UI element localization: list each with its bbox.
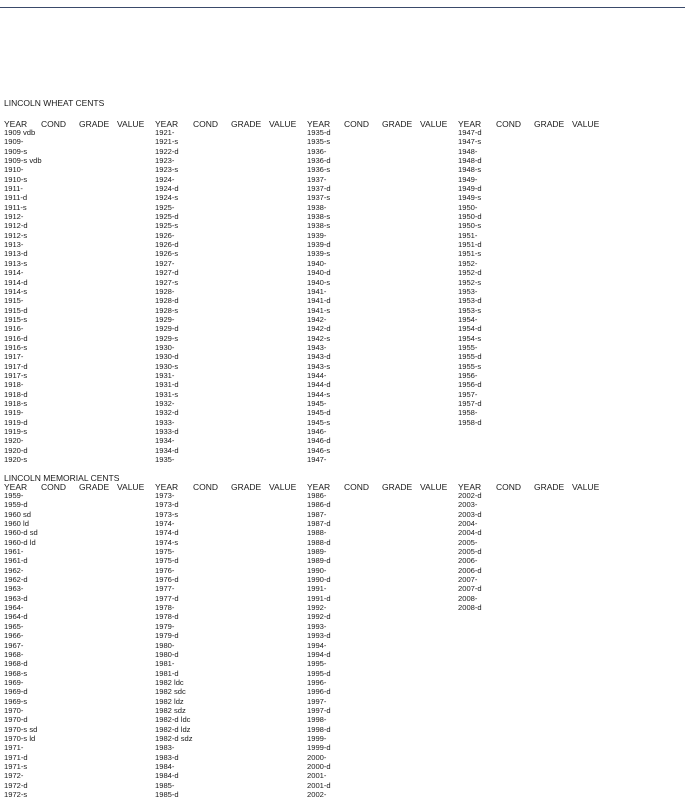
year-entry: 1931-d (155, 380, 179, 390)
year-entry: 1932-d (155, 408, 179, 418)
year-entry: 1947- (307, 455, 327, 465)
year-entry: 1982-d ldc (155, 715, 191, 725)
year-entry: 1958- (458, 408, 478, 418)
year-entry: 1951-d (458, 240, 482, 250)
year-entry: 1928- (155, 286, 175, 296)
year-entry: 1914-s (4, 286, 28, 296)
year-entry: 1951- (458, 230, 478, 240)
year-entry: 1921- (155, 128, 175, 137)
year-entry: 1935-s (307, 137, 331, 147)
year-entry: 1937-s (307, 193, 331, 203)
wheat-col2-grade-header: GRADE (231, 119, 262, 129)
year-entry: 1991- (307, 584, 327, 594)
year-entry: 1959- (4, 491, 24, 500)
year-entry: 1910- (4, 165, 24, 175)
year-entry: 1953- (458, 286, 478, 296)
year-entry: 1929-s (155, 333, 179, 343)
year-entry: 1998-d (307, 724, 331, 734)
year-entry: 1968- (4, 649, 24, 659)
year-entry: 1942-d (307, 324, 331, 334)
year-entry: 1915-s (4, 314, 28, 324)
year-entry: 2006-d (458, 565, 482, 575)
memorial-section-title: LINCOLN MEMORIAL CENTS (4, 473, 120, 483)
top-rule (0, 7, 685, 8)
year-entry: 1956- (458, 370, 478, 380)
year-entry: 1980-d (155, 649, 179, 659)
memorial-col2-cond-header: COND (193, 482, 219, 492)
year-entry: 1994-d (307, 649, 331, 659)
year-entry: 1940-s (307, 277, 331, 287)
year-entry: 1941-d (307, 296, 331, 306)
year-entry: 2000- (307, 752, 327, 762)
year-entry: 1971-d (4, 752, 28, 762)
year-entry: 1993- (307, 621, 327, 631)
year-entry: 2007-d (458, 584, 482, 594)
year-entry: 2001-d (307, 780, 331, 790)
year-entry: 2003-d (458, 509, 482, 519)
year-entry: 1942-s (307, 333, 331, 343)
year-entry: 1918-d (4, 389, 28, 399)
year-entry: 1917- (4, 352, 24, 362)
year-entry: 1929- (155, 314, 175, 324)
year-entry: 1937-d (307, 184, 331, 194)
year-entry: 1920-d (4, 445, 28, 455)
year-entry: 1927-s (155, 277, 179, 287)
year-entry: 1916-s (4, 342, 28, 352)
year-entry: 1969-d (4, 687, 28, 697)
year-entry: 1913-s (4, 258, 28, 268)
year-entry: 1936-d (307, 156, 331, 166)
wheat-col4-year-header: YEAR (458, 119, 482, 129)
year-entry: 1972-d (4, 780, 28, 790)
year-entry: 1959-d (4, 500, 28, 510)
year-entry: 1910-s (4, 174, 28, 184)
year-entry: 1949-s (458, 193, 482, 203)
year-entry: 1937- (307, 174, 327, 184)
year-entry: 1978- (155, 603, 175, 613)
year-entry: 1932- (155, 398, 175, 408)
year-entry: 1923- (155, 156, 175, 166)
year-entry: 1939-s (307, 249, 331, 259)
memorial-col1-cond-header: COND (41, 482, 67, 492)
year-entry: 2001- (307, 771, 327, 781)
year-entry: 1985- (155, 780, 175, 790)
year-entry: 1964-d (4, 612, 28, 622)
year-entry: 1977- (155, 584, 175, 594)
year-entry: 1938-s (307, 212, 331, 222)
year-entry: 1970-s ld (4, 733, 36, 743)
memorial-col1-grade-header: GRADE (79, 482, 110, 492)
year-entry: 1914- (4, 268, 24, 278)
year-entry: 1926-s (155, 249, 179, 259)
year-entry: 1935- (155, 455, 175, 465)
memorial-col3-value-header: VALUE (420, 482, 448, 492)
year-entry: 1913-d (4, 249, 28, 259)
year-entry: 1930-s (155, 361, 179, 371)
year-entry: 1970-s sd (4, 724, 38, 734)
year-entry: 1909-s (4, 146, 28, 156)
year-entry: 1920- (4, 436, 24, 446)
memorial-col1-year-header: YEAR (4, 482, 28, 492)
year-entry: 1950-d (458, 212, 482, 222)
year-entry: 1930-d (155, 352, 179, 362)
year-entry: 1929-d (155, 324, 179, 334)
year-entry: 1925-d (155, 212, 179, 222)
year-entry: 1924-d (155, 184, 179, 194)
year-entry: 1948- (458, 146, 478, 156)
year-entry: 1940- (307, 258, 327, 268)
year-entry: 1957-d (458, 398, 482, 408)
year-entry: 1926-d (155, 240, 179, 250)
year-entry: 1912- (4, 212, 24, 222)
year-entry: 1971-s (4, 761, 28, 771)
year-entry: 1946-s (307, 445, 331, 455)
year-entry: 1960-d sd (4, 528, 38, 538)
year-entry: 1933- (155, 417, 175, 427)
year-entry: 1909 vdb (4, 128, 36, 137)
memorial-col4-value-header: VALUE (572, 482, 600, 492)
year-entry: 1911- (4, 184, 23, 194)
year-entry: 1944-d (307, 380, 331, 390)
year-entry: 1982 sdc (155, 687, 186, 697)
wheat-year-column-1 (4, 128, 42, 464)
year-entry: 1918-s (4, 398, 28, 408)
year-entry: 1993-d (307, 631, 331, 641)
year-entry: 1909-s vdb (4, 156, 42, 166)
year-entry: 1975-d (155, 556, 179, 566)
year-entry: 2004-d (458, 528, 482, 538)
year-entry: 1990-d (307, 575, 331, 585)
year-entry: 1965- (4, 621, 24, 631)
memorial-year-column-4 (458, 491, 482, 612)
year-entry: 1941- (307, 286, 327, 296)
year-entry: 1926- (155, 230, 175, 240)
year-entry: 1933-d (155, 427, 179, 436)
year-entry: 1935-d (307, 128, 331, 137)
year-entry: 1948-d (458, 156, 482, 166)
year-entry: 1976- (155, 565, 175, 575)
year-entry: 1991-d (307, 593, 331, 603)
year-entry: 2003- (458, 500, 478, 510)
year-entry: 1942- (307, 314, 327, 324)
wheat-col3-year-header: YEAR (307, 119, 331, 129)
year-entry: 1915- (4, 296, 24, 306)
year-entry: 1945-s (307, 417, 331, 427)
wheat-col4-grade-header: GRADE (534, 119, 565, 129)
year-entry: 1999- (307, 733, 327, 743)
year-entry: 1971- (4, 743, 24, 753)
year-entry: 1916- (4, 324, 24, 334)
year-entry: 1963-d (4, 593, 28, 603)
year-entry: 1977-d (155, 593, 179, 603)
year-entry: 1999-d (307, 743, 331, 753)
year-entry: 1939- (307, 230, 327, 240)
year-entry: 1980- (155, 640, 175, 650)
year-entry: 1982 ldz (155, 696, 184, 706)
year-entry: 1938-s (307, 221, 331, 231)
wheat-col3-grade-header: GRADE (382, 119, 413, 129)
year-entry: 1943-s (307, 361, 331, 371)
year-entry: 1952-s (458, 277, 482, 287)
wheat-col3-cond-header: COND (344, 119, 370, 129)
year-entry: 1953-d (458, 296, 482, 306)
year-entry: 1969- (4, 677, 24, 687)
year-entry: 2002-d (458, 491, 482, 500)
year-entry: 1919-d (4, 417, 28, 427)
year-entry: 1987-d (307, 519, 331, 529)
wheat-col4-cond-header: COND (496, 119, 522, 129)
year-entry: 1963- (4, 584, 24, 594)
year-entry: 1970-d (4, 715, 28, 725)
year-entry: 1973- (155, 491, 175, 500)
year-entry: 1988-d (307, 537, 331, 547)
wheat-col1-value-header: VALUE (117, 119, 145, 129)
year-entry: 1938- (307, 202, 327, 212)
memorial-col2-year-header: YEAR (155, 482, 179, 492)
year-entry: 1970- (4, 705, 24, 715)
year-entry: 1984- (155, 761, 175, 771)
memorial-col2-value-header: VALUE (269, 482, 297, 492)
year-entry: 1952-d (458, 268, 482, 278)
year-entry: 1982-d ldz (155, 724, 191, 734)
wheat-year-column-3 (307, 128, 331, 464)
year-entry: 1912-s (4, 230, 28, 240)
year-entry: 1962-d (4, 575, 28, 585)
year-entry: 1982 sdz (155, 705, 186, 715)
year-entry: 1915-d (4, 305, 28, 315)
year-entry: 1911-d (4, 193, 28, 203)
year-entry: 1917-d (4, 361, 28, 371)
year-entry: 1955-s (458, 361, 482, 371)
year-entry: 1996-d (307, 687, 331, 697)
year-entry: 1946-d (307, 436, 331, 446)
year-entry: 1945-d (307, 408, 331, 418)
year-entry: 1998- (307, 715, 327, 725)
year-entry: 1982 ldc (155, 677, 184, 687)
wheat-col2-value-header: VALUE (269, 119, 297, 129)
year-entry: 1961- (4, 547, 24, 557)
year-entry: 1989-d (307, 556, 331, 566)
memorial-col4-grade-header: GRADE (534, 482, 565, 492)
year-entry: 1954-s (458, 333, 482, 343)
year-entry: 1949-d (458, 184, 482, 194)
year-entry: 1960 ld (4, 519, 29, 529)
year-entry: 1916-d (4, 333, 28, 343)
year-entry: 1930- (155, 342, 175, 352)
year-entry: 1919-s (4, 427, 28, 436)
year-entry: 1919- (4, 408, 24, 418)
wheat-section-title: LINCOLN WHEAT CENTS (4, 98, 105, 108)
year-entry: 1954-d (458, 324, 482, 334)
year-entry: 1987- (307, 509, 327, 519)
year-entry: 1950-s (458, 221, 482, 231)
year-entry: 1939-d (307, 240, 331, 250)
year-entry: 1944- (307, 370, 327, 380)
year-entry: 1931-s (155, 389, 179, 399)
year-entry: 1989- (307, 547, 327, 557)
year-entry: 2008-d (458, 603, 482, 613)
year-entry: 1924- (155, 174, 175, 184)
year-entry: 1952- (458, 258, 478, 268)
wheat-col4-value-header: VALUE (572, 119, 600, 129)
year-entry: 1955- (458, 342, 478, 352)
year-entry: 1941-s (307, 305, 331, 315)
year-entry: 1925- (155, 202, 175, 212)
year-entry: 2008- (458, 593, 478, 603)
year-entry: 1953-s (458, 305, 482, 315)
year-entry: 1992-d (307, 612, 331, 622)
year-entry: 1946- (307, 427, 327, 436)
year-entry: 1992- (307, 603, 327, 613)
year-entry: 1979-d (155, 631, 179, 641)
year-entry: 1949- (458, 174, 478, 184)
year-entry: 1957- (458, 389, 478, 399)
year-entry: 1944-s (307, 389, 331, 399)
year-entry: 1981-d (155, 668, 179, 678)
wheat-col1-cond-header: COND (41, 119, 67, 129)
year-entry: 1940-d (307, 268, 331, 278)
year-entry: 1924-s (155, 193, 179, 203)
year-entry: 1948-s (458, 165, 482, 175)
year-entry: 1967- (4, 640, 24, 650)
wheat-col1-grade-header: GRADE (79, 119, 110, 129)
year-entry: 2005- (458, 537, 478, 547)
year-entry: 1917-s (4, 370, 28, 380)
memorial-year-column-1 (4, 491, 38, 799)
year-entry: 1981- (155, 659, 175, 669)
year-entry: 1931- (155, 370, 175, 380)
memorial-year-column-3 (307, 491, 331, 799)
year-entry: 1954- (458, 314, 478, 324)
year-entry: 1934-d (155, 445, 179, 455)
year-entry: 2004- (458, 519, 478, 529)
year-entry: 1913- (4, 240, 24, 250)
year-entry: 1988- (307, 528, 327, 538)
year-entry: 1973-d (155, 500, 179, 510)
year-entry: 1920-s (4, 455, 28, 465)
year-entry: 1990- (307, 565, 327, 575)
year-entry: 1934- (155, 436, 175, 446)
year-entry: 1986- (307, 491, 327, 500)
memorial-col3-year-header: YEAR (307, 482, 331, 492)
year-entry: 1909- (4, 137, 24, 147)
year-entry: 2007- (458, 575, 478, 585)
year-entry: 1974- (155, 519, 175, 529)
year-entry: 1994- (307, 640, 327, 650)
year-entry: 1962- (4, 565, 24, 575)
year-entry: 1945- (307, 398, 327, 408)
year-entry: 1975- (155, 547, 175, 557)
year-entry: 1972-s (4, 790, 28, 799)
wheat-col2-cond-header: COND (193, 119, 219, 129)
memorial-col4-cond-header: COND (496, 482, 522, 492)
year-entry: 1960 sd (4, 509, 32, 519)
year-entry: 1921-s (155, 137, 179, 147)
year-entry: 1947-s (458, 137, 482, 147)
year-entry: 1996- (307, 677, 327, 687)
year-entry: 1955-d (458, 352, 482, 362)
memorial-year-column-2 (155, 491, 193, 799)
wheat-col2-year-header: YEAR (155, 119, 179, 129)
year-entry: 1974-s (155, 537, 179, 547)
memorial-col2-grade-header: GRADE (231, 482, 262, 492)
year-entry: 1973-s (155, 509, 179, 519)
year-entry: 1978-d (155, 612, 179, 622)
year-entry: 1984-d (155, 771, 179, 781)
wheat-year-column-4 (458, 128, 482, 427)
year-entry: 1995- (307, 659, 327, 669)
year-entry: 1979- (155, 621, 175, 631)
year-entry: 2000-d (307, 761, 331, 771)
year-entry: 1972- (4, 771, 24, 781)
year-entry: 1943-d (307, 352, 331, 362)
year-entry: 1922-d (155, 146, 179, 156)
wheat-col1-year-header: YEAR (4, 119, 28, 129)
year-entry: 1936-s (307, 165, 331, 175)
memorial-col3-cond-header: COND (344, 482, 370, 492)
year-entry: 1911-s (4, 202, 27, 212)
year-entry: 1918- (4, 380, 24, 390)
year-entry: 1925-s (155, 221, 179, 231)
year-entry: 1995-d (307, 668, 331, 678)
year-entry: 1968-d (4, 659, 28, 669)
year-entry: 1997-d (307, 705, 331, 715)
year-entry: 1947-d (458, 128, 482, 137)
year-entry: 1936- (307, 146, 327, 156)
year-entry: 1997- (307, 696, 327, 706)
year-entry: 1961-d (4, 556, 28, 566)
year-entry: 1983-d (155, 752, 179, 762)
year-entry: 2005-d (458, 547, 482, 557)
year-entry: 2002- (307, 790, 327, 799)
year-entry: 1950- (458, 202, 478, 212)
year-entry: 1914-d (4, 277, 28, 287)
year-entry: 1928-s (155, 305, 179, 315)
wheat-year-column-2 (155, 128, 179, 464)
memorial-col3-grade-header: GRADE (382, 482, 413, 492)
year-entry: 1969-s (4, 696, 28, 706)
year-entry: 1982-d sdz (155, 733, 193, 743)
year-entry: 1966- (4, 631, 24, 641)
memorial-col4-year-header: YEAR (458, 482, 482, 492)
year-entry: 1958-d (458, 417, 482, 427)
year-entry: 1968-s (4, 668, 28, 678)
year-entry: 1976-d (155, 575, 179, 585)
year-entry: 1956-d (458, 380, 482, 390)
year-entry: 2006- (458, 556, 478, 566)
memorial-col1-value-header: VALUE (117, 482, 145, 492)
year-entry: 1985-d (155, 790, 179, 799)
year-entry: 1983- (155, 743, 175, 753)
year-entry: 1928-d (155, 296, 179, 306)
year-entry: 1974-d (155, 528, 179, 538)
year-entry: 1964- (4, 603, 24, 613)
year-entry: 1986-d (307, 500, 331, 510)
wheat-col3-value-header: VALUE (420, 119, 448, 129)
year-entry: 1943- (307, 342, 327, 352)
year-entry: 1951-s (458, 249, 482, 259)
year-entry: 1923-s (155, 165, 179, 175)
year-entry: 1960-d ld (4, 537, 36, 547)
year-entry: 1927- (155, 258, 175, 268)
year-entry: 1927-d (155, 268, 179, 278)
year-entry: 1912-d (4, 221, 28, 231)
